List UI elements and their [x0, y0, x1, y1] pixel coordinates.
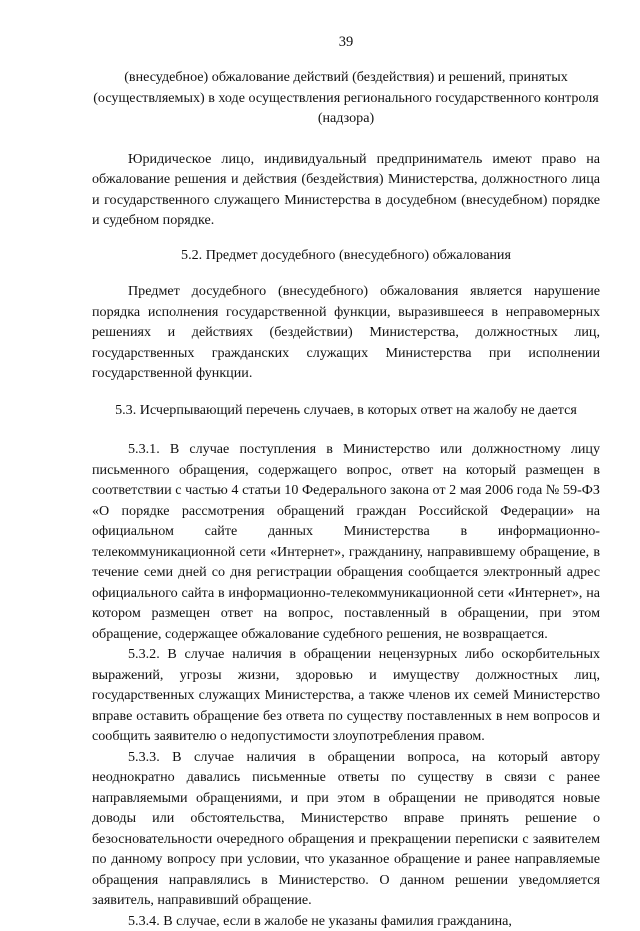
intro-paragraph: Юридическое лицо, индивидуальный предприниматель имеют право на обжалование решения и действия (бездействия) Министерства, должностного лица и государственного служащего Министерства в досудебном (внесудебном) порядке и судебном порядке. — [92, 149, 600, 231]
section-5-3-heading: 5.3. Исчерпывающий перечень случаев, в которых ответ на жалобу не дается — [92, 400, 600, 421]
section-5-2-heading: 5.2. Предмет досудебного (внесудебного) обжалования — [92, 245, 600, 266]
item-5-3-2: 5.3.2. В случае наличия в обращении нецензурных либо оскорбительных выражений, угрозы жизни, здоровью и имуществу должностных лиц, государственных служащих Министерства, а также членов их семей Министерство вправе оставить обращение без ответа по существу поставленных в нем вопросов и сообщить заявителю о недопустимости злоупотребления правом. — [92, 644, 600, 747]
page-number: 39 — [92, 32, 600, 53]
item-5-3-3: 5.3.3. В случае наличия в обращении вопроса, на который автору неоднократно давались письменные ответы по существу в связи с ранее направляемыми обращениями, и при этом в обращении не приводятся новые доводы или обстоятельства, Министерство вправе принять решение о безосновательности очередного обращения и прекращении переписки с заявителем по данному вопросу при условии, что указанное обращение и ранее направляемые обращения направлялись в Министерство. О данном решении уведомляется заявитель, направивший обращение. — [92, 747, 600, 911]
page-content — [92, 67, 600, 931]
section-title-continuation: (внесудебное) обжалование действий (бездействия) и решений, принятых (осуществляемых) в ходе осуществления регионального государственного контроля (надзора) — [92, 67, 600, 129]
item-5-3-4: 5.3.4. В случае, если в жалобе не указаны фамилия гражданина, — [92, 911, 600, 931]
section-5-2-text: Предмет досудебного (внесудебного) обжалования является нарушение порядка исполнения государственной функции, выразившееся в неправомерных решениях и действиях (бездействии) Министерства, должностных лиц, государственных гражданских служащих Министерства при исполнении государственной функции. — [92, 281, 600, 384]
item-5-3-1: 5.3.1. В случае поступления в Министерство или должностному лицу письменного обращения, содержащего вопрос, ответ на который размещен в соответствии с частью 4 статьи 10 Федерального закона от 2 мая 2006 года № 59-ФЗ «О порядке рассмотрения обращений граждан Российской Федерации» на официальном сайте данных Министерства в информационно-телекоммуникационной сети «Интернет», гражданину, направившему обращение, в течение семи дней со дня регистрации обращения сообщается электронный адрес официального сайта в информационно-телекоммуникационной сети «Интернет», на котором размещен ответ на вопрос, поставленный в обращении, при этом обращение, содержащее обжалование судебного решения, не возвращается. — [92, 439, 600, 644]
